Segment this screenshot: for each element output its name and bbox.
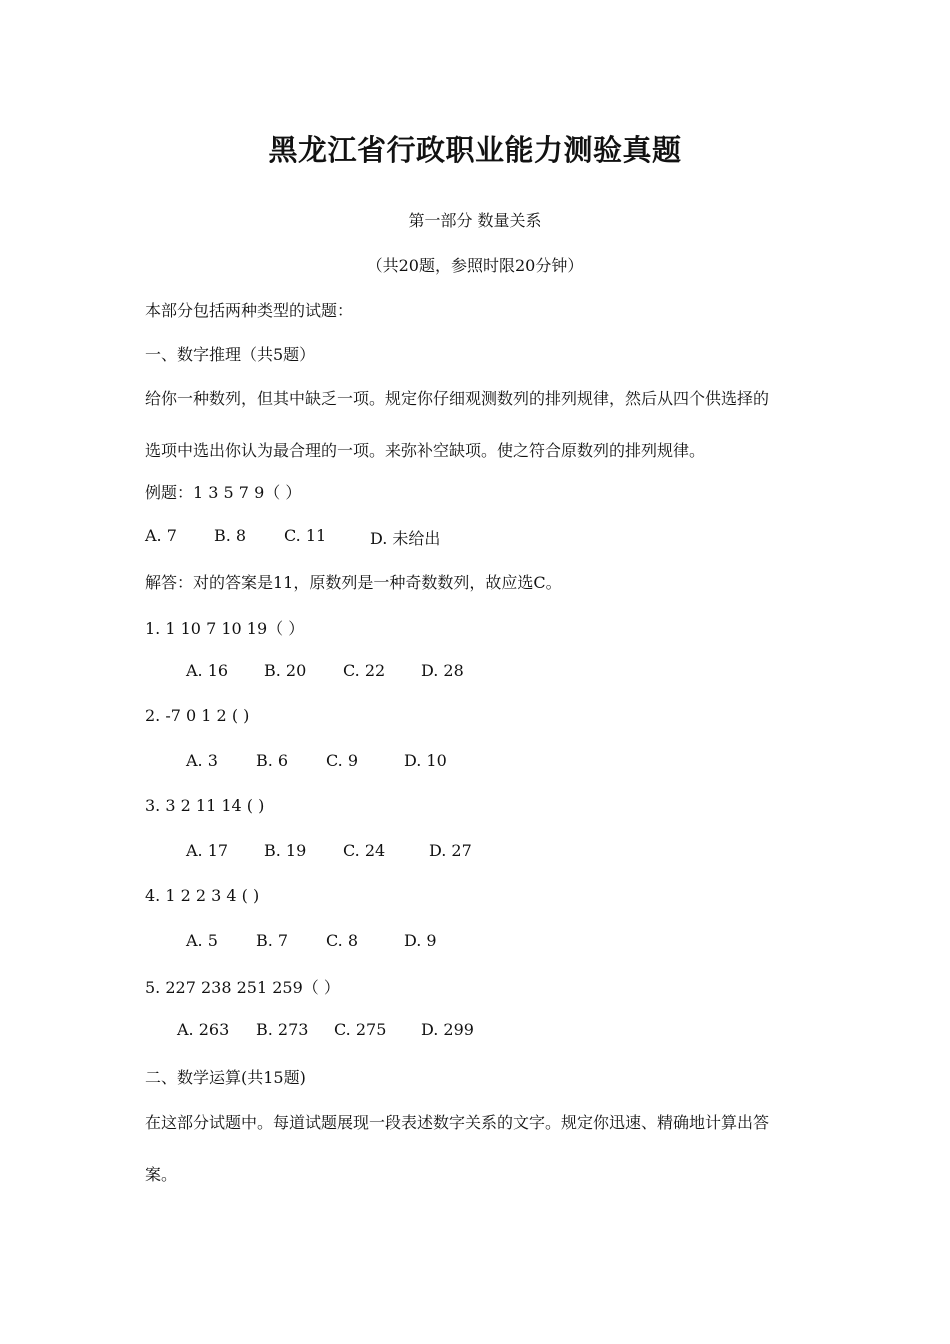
- question-5-option: A. 263: [177, 1020, 230, 1039]
- question-3-option: C. 24: [343, 841, 386, 860]
- part2-description-line1: 在这部分试题中。每道试题展现一段表述数字关系的文字。规定你迅速、精确地计算出答: [145, 1113, 770, 1132]
- section-note: （共20题，参照时限20分钟）: [366, 256, 584, 275]
- question-3: 3. 3 2 11 14 ( ): [145, 796, 265, 815]
- question-5-option: B. 273: [256, 1020, 309, 1039]
- part2-heading: 二、数学运算(共15题): [145, 1068, 306, 1087]
- example-answer: 解答：对的答案是11，原数列是一种奇数数列，故应选C。: [145, 573, 562, 592]
- question-4-option: B. 7: [256, 931, 289, 950]
- question-4-option: D. 9: [404, 931, 437, 950]
- example-question: 例题：1 3 5 7 9（ ）: [145, 483, 302, 502]
- question-1: 1. 1 10 7 10 19（ ）: [145, 619, 305, 638]
- question-2-option: B. 6: [256, 751, 289, 770]
- question-4: 4. 1 2 2 3 4 ( ): [145, 886, 260, 905]
- question-5-option: D. 299: [421, 1020, 474, 1039]
- part1-description-line2: 选项中选出你认为最合理的一项。来弥补空缺项。使之符合原数列的排列规律。: [145, 441, 706, 460]
- part2-description-line2: 案。: [145, 1165, 178, 1184]
- question-1-option: D. 28: [421, 661, 464, 680]
- question-3-option: B. 19: [264, 841, 307, 860]
- example-option: D. 未给出: [370, 529, 441, 548]
- section-heading: 第一部分 数量关系: [408, 211, 542, 230]
- question-2-option: A. 3: [186, 751, 218, 770]
- page-title: 黑龙江省行政职业能力测验真题: [268, 133, 682, 167]
- example-option: B. 8: [214, 526, 247, 545]
- question-1-option: A. 16: [186, 661, 229, 680]
- question-4-option: C. 8: [326, 931, 359, 950]
- question-2: 2. -7 0 1 2 ( ): [145, 706, 250, 725]
- example-option: A. 7: [145, 526, 177, 545]
- question-3-option: A. 17: [186, 841, 229, 860]
- part1-heading: 一、数字推理（共5题）: [145, 345, 316, 364]
- question-5: 5. 227 238 251 259（ ）: [145, 978, 340, 997]
- question-4-option: A. 5: [186, 931, 218, 950]
- question-1-option: C. 22: [343, 661, 386, 680]
- part1-description-line1: 给你一种数列，但其中缺乏一项。规定你仔细观测数列的排列规律，然后从四个供选择的: [145, 389, 770, 408]
- example-option: C. 11: [284, 526, 327, 545]
- question-2-option: D. 10: [404, 751, 447, 770]
- question-1-option: B. 20: [264, 661, 307, 680]
- question-3-option: D. 27: [429, 841, 472, 860]
- question-2-option: C. 9: [326, 751, 359, 770]
- intro-text: 本部分包括两种类型的试题：: [145, 301, 354, 320]
- question-5-option: C. 275: [334, 1020, 387, 1039]
